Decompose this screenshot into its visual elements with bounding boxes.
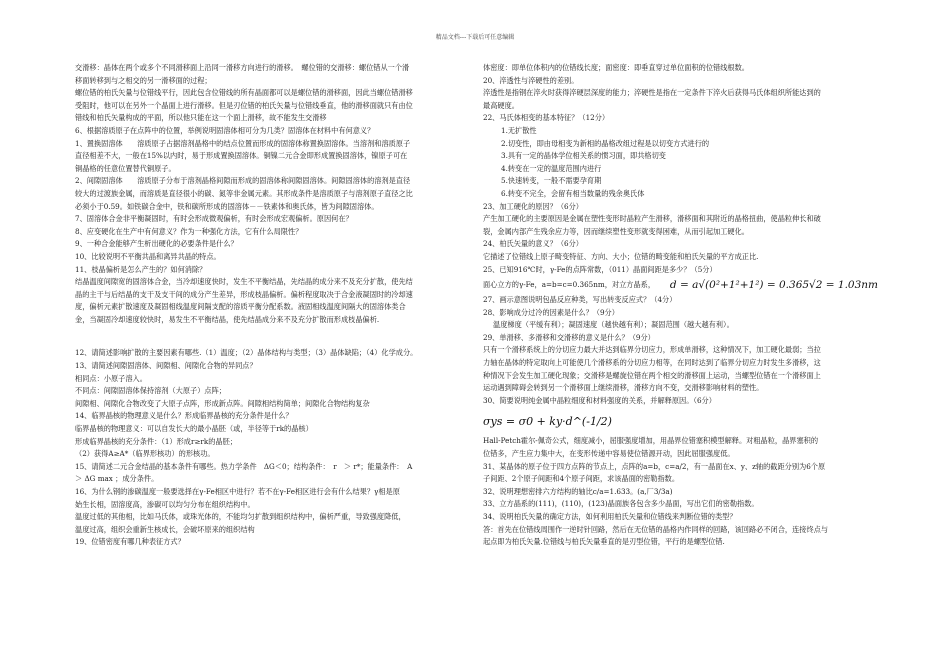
page-header: 精品文档---下载后可任意编辑 <box>435 34 515 41</box>
question-31: 31、某晶体的原子位于四方点阵的节点上，点阵的a=b，c=a/2，有一晶面在x、y、z轴的截距分别为6个原 <box>483 461 826 471</box>
question-11: 11、枝晶偏析是怎么产生的？如何消除？ <box>75 264 207 274</box>
text-line: 不同点：间隙固溶体保持溶剂（大原子）点阵； <box>75 386 226 396</box>
question-33: 33、立方晶系的(111)，(110)，(123)晶面族各包含多少晶面，写出它们的密勒指数。 <box>483 499 759 509</box>
question-28: 28、影响成分过冷的因素是什么？（9分） <box>483 307 619 317</box>
text-line: 始生长相，固溶度高，渗碳可以均匀分布在组织结构中。 <box>75 499 255 509</box>
question-10: 10、比较说明不平衡共晶和离异共晶的特点。 <box>75 251 221 261</box>
question-8: 8、应变硬化在生产中有何意义？作为一种强化方法，它有什么局限性？ <box>75 226 303 236</box>
text-line: 力轴在晶体的特定取向上可能使几个滑移系的分切应力相等，在同时达到了临界分切应力时发生多滑移，这 <box>483 358 821 368</box>
text-line: 错线和柏氏矢量构成的平面，所以他只能在这一个面上滑移，故不能发生交滑移 <box>75 113 327 123</box>
question-30: 30、简要说明纯金属中晶粒细度和材料强度的关系，并解释原因。（6分） <box>483 395 716 405</box>
question-34: 34、说明柏氏矢量的确定方法，如何利用柏氏矢量和位错线来判断位错的类型？ <box>483 512 737 521</box>
text-line: 温度过高，组织会重新生核成长，会破坏原来的组织结构 <box>75 524 255 534</box>
text-line: 移面转移到与之相交的另一滑移面的过程； <box>75 75 212 85</box>
hall-petch-formula: σys = σ0 + ky·d^(-1/2) <box>483 415 612 429</box>
question-32: 32、说明理想密排六方结构的轴比c/a=1.633。(a,厂3/3a) <box>483 486 673 496</box>
text-line: 子间距、2个原子间距和4个原子间距，求该晶面的密勒指数。 <box>483 474 680 484</box>
lattice-formula: d = a√(0²+1²+1²) = 0.365√2 = 1.03nm <box>669 278 878 291</box>
question-13: 13、请简述间隙固溶体、间隙相、间隙化合物的异同点？ <box>75 361 257 371</box>
text-line: 答：首先在位错线周围作一逆时针回路，然后在无位错的晶格内作同样的回路，该回路必不闭合，连接终点与 <box>483 524 829 534</box>
text-line: 必须小于0.59。如铁碳合金中，铁和碳所形成的固溶体－－铁素体和奥氏体，皆为间隙固溶体。 <box>75 201 379 211</box>
question-24: 24、柏氏矢量的意义？（6分） <box>483 239 583 249</box>
question-12: 12、请简述影响扩散的主要因素有哪些.（1）温度；（2）晶体结构与类型；（3）晶体缺陷；（4）化学成分。 <box>75 348 418 358</box>
text-line: 间隙相、间隙化合物改变了大原子点阵，形成新点阵。间隙相结构简单；间隙化合物结构复杂 <box>75 398 370 408</box>
question-9: 9、一种合金能够产生析出硬化的必要条件是什么？ <box>75 239 238 249</box>
text-line: 受阻时，他可以在另外一个晶面上进行滑移。但是刃位错的柏氏矢量与位错线垂直，他的滑移面就只有由位 <box>75 100 413 110</box>
text-line: 产生加工硬化的主要原因是金属在塑性变形时晶粒产生滑移，滑移面和其附近的晶格扭曲，使晶粒伸长和破 <box>483 214 821 224</box>
text-line: 裂，金属内部产生残余应力等，因而继续塑性变形就变得困难，从而引起加工硬化。 <box>483 226 749 236</box>
text-line: 结晶温度间隙宽的固溶体合金，当冷却速度快时，发生不平衡结晶，先结晶的成分来不及充分扩散，使先结 <box>75 277 413 287</box>
text-line: 较大的过渡族金属，而溶质是直径很小的碳、氮等非金属元素。其形成条件是溶质原子与溶剂原子直径之比 <box>75 188 413 198</box>
list-item: 4.转变在一定的温度范围内进行 <box>501 163 602 173</box>
question-15: 15、请简述二元合金结晶的基本条件有哪些。热力学条件 ΔG＜0；结构条件： r ＞ r*；能量条件： A <box>75 461 413 471</box>
text-line: 度，偏析元素扩散速度及凝固相线温度间隔支配的溶质平衡分配系数。液固相线温度间隔大的固溶体类合 <box>75 302 406 312</box>
text-line: 体密度：即单位体积内的位错线长度；面密度：即垂直穿过单位面积的位错线根数。 <box>483 63 749 72</box>
lattice-spacing-row <box>483 276 878 294</box>
right-column <box>483 62 878 549</box>
question-7: 7、固溶体合金非平衡凝固时，有时会形成微观偏析，有时会形成宏观偏析。原因何在？ <box>75 214 353 224</box>
text-line: 运动遇到障碍会转到另一个滑移面上继续滑移，滑移方向不变，交滑移影响材料的塑性。 <box>483 383 764 393</box>
list-item: 1.无扩散性 <box>501 125 537 135</box>
question-14: 14、临界晶核的物理意义是什么？形成临界晶核的充分条件是什么？ <box>75 411 293 421</box>
question-23: 23、加工硬化的原因？（6分） <box>483 201 583 211</box>
text-line: 最高硬度。 <box>483 100 519 110</box>
text-line: 起点即为柏氏矢量.位错线与柏氏矢量垂直的是刃型位错，平行的是螺型位错. <box>483 537 725 547</box>
text-line: 1、置换固溶体 溶质原子占据溶剂晶格中的结点位置而形成的固溶体称置换固溶体。当溶剂和溶质原子 <box>75 138 411 148</box>
text-line: 温度过低的其他相，比如马氏体，或珠光体的，不能均匀扩散到组织结构中，偏析严重，导致强度降低， <box>75 512 406 522</box>
question-22: 22、马氏体相变的基本特征？（12分） <box>483 113 610 123</box>
text-line: 温度梯度（平缓有利）；凝固速度（越快越有利）；凝固范围（越大越有利）。 <box>493 320 734 330</box>
text-line: 螺位错的柏氏矢量与位错线平行，因此包含位错线的所有晶面都可以是螺位错的滑移面，因此当螺位错滑移 <box>75 88 413 98</box>
text-line: （2）获得A≥A*（临界形核功）的形核功。 <box>75 449 215 459</box>
left-column <box>75 62 470 549</box>
list-item: 2.切变性，即由母相变为新相的晶格改组过程是以切变方式进行的 <box>501 138 710 148</box>
text-line: 相同点：小原子溶入。 <box>75 373 147 383</box>
text-line: 位错多，产生应力集中大，在变形传递中容易使位错源开动，因此屈服强度低。 <box>483 449 735 459</box>
question-25: 25、已知916℃时，γ-Fe的点阵常数，（011）晶面间距是多少？（5分） <box>483 264 717 274</box>
lattice-text: 面心立方的γ-Fe，a=b=c=0.365nm，对立方晶系， <box>483 279 656 289</box>
text-line: 形成临界晶核的充分条件：（1）形成r≥rk的晶胚； <box>75 436 237 446</box>
text-line: 临界晶核的物理意义：可以自发长大的最小晶胚（或，半径等于rk的晶核） <box>75 424 313 434</box>
text-line: 直径相差不大，一般在15%以内时，易于形成置换固溶体。铜镍二元合金即形成置换固溶体，镍原子可在 <box>75 151 408 161</box>
text-line: 铜晶格的任意位置替代铜原子。 <box>75 163 176 173</box>
question-6: 6、根据溶质原子在点阵中的位置，举例说明固溶体相可分为几类？固溶体在材料中有何意义？ <box>75 125 375 135</box>
text-line: 淬透性是指钢在淬火时获得淬硬层深度的能力；淬硬性是指在一定条件下淬火后获得马氏体组织所能达到的 <box>483 88 821 98</box>
text-line: Hall-Petch霍尔-佩奇公式，细度减小，屈服强度增加，用晶界位错塞积模型解释。对粗晶粒，晶界塞积的 <box>483 436 819 446</box>
text-line: 金，当凝固冷却速度较快时，易发生不平衡结晶，使先结晶成分来不及充分扩散而形成枝晶偏析. <box>75 314 380 324</box>
text-line: 种情况下会发生加工硬化现象；交滑移是螺旋位错在两个相交的滑移面上运动，当螺型位错在一个滑移面上 <box>483 370 821 380</box>
question-20: 20、淬透性与淬硬性的差别。 <box>483 75 579 85</box>
question-16: 16、为什么钢的渗碳温度一般要选择在γ-Fe相区中进行？若不在γ-Fe相区进行会有什么结果？γ相是原 <box>75 487 400 496</box>
list-item: 6.转变不完全，会留有相当数量的残余奥氏体 <box>501 188 645 198</box>
text-line: 交滑移：晶体在两个或多个不同滑移面上沿同一滑移方向进行的滑移。 螺位错的交滑移：螺位错从一个滑 <box>75 63 410 72</box>
text-line: 2、间隙固溶体 溶质原子分布于溶剂晶格间隙而形成的固溶体称间隙固溶体。间隙固溶体的溶剂是直径 <box>75 176 411 186</box>
question-27: 27、画示意图说明包晶反应种类，写出转变反应式？（4分） <box>483 295 677 305</box>
text-line: ＞ ΔG max ；成分条件。 <box>75 474 159 484</box>
text-line: 晶的主干与后结晶的支干及支干间的成分产生差异，形成枝晶偏析。偏析程度取决于合金液凝固时的冷却速 <box>75 289 413 299</box>
question-29: 29、单滑移、多滑移和交滑移的意义是什么？（9分） <box>483 332 655 342</box>
text-line: 只有一个滑移系统上的分切应力最大并达到临界分切应力，形成单滑移，这种情况下，加工硬化最弱；当拉 <box>483 345 821 355</box>
list-item: 3.具有一定的晶体学位相关系的惯习面，即共格切变 <box>501 151 666 161</box>
list-item: 5.快速转变，一般不需要孕育期 <box>501 176 602 186</box>
question-19: 19、位错密度有哪几种表征方式？ <box>75 537 185 547</box>
text-line: 它描述了位错线上原子畸变特征、方向、大小；位错的畸变能和柏氏矢量的平方成正比. <box>483 251 759 261</box>
